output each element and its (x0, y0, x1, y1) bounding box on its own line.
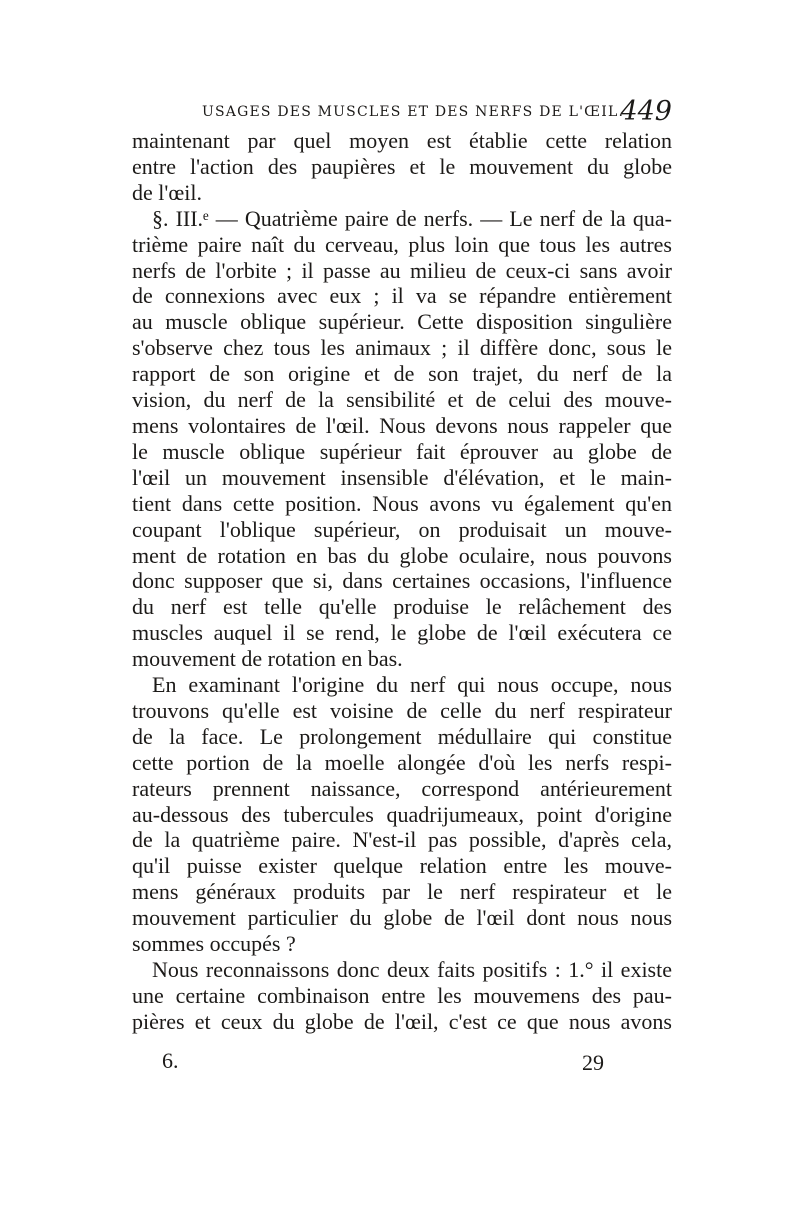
paragraph-4 (132, 957, 672, 1035)
text-line: de la face. Le prolongement médullaire qui constitue (132, 723, 672, 749)
text-line: vision, du nerf de la sensibilité et de celui des mouve- (132, 387, 672, 413)
text-line: s'observe chez tous les animaux ; il diffère donc, sous le (132, 335, 672, 361)
text-line: qu'il puisse exister quelque relation entre les mouve- (132, 853, 672, 879)
gathering-mark: 29 (582, 1050, 604, 1075)
text-line: au-dessous des tubercules quadrijumeaux, point d'origine (132, 801, 672, 827)
text-line: ment de rotation en bas du globe oculaire, nous pouvons (132, 542, 672, 568)
text-line: Nous reconnaissons donc deux faits positifs : 1.° il existe (152, 957, 672, 982)
text-line: au muscle oblique supérieur. Cette disposition singulière (132, 309, 672, 335)
text-line: de l'œil. (132, 179, 202, 205)
text-line: En examinant l'origine du nerf qui nous occupe, nous (152, 672, 672, 698)
text-line: trième paire naît du cerveau, plus loin que tous les autres (132, 231, 672, 257)
paragraph-1 (132, 128, 672, 206)
text-line: coupant l'oblique supérieur, on produisait un mouve- (132, 516, 672, 542)
text-line: mouvement particulier du globe de l'œil dont nous nous (132, 905, 672, 931)
text-line: une certaine combinaison entre les mouvemens des pau- (132, 982, 672, 1008)
text-line: mens volontaires de l'œil. Nous devons nous rappeler que (132, 412, 672, 438)
text-line: entre l'action des paupières et le mouvement du globe (132, 153, 672, 179)
text-line: §. III.ᵉ — Quatrième paire de nerfs. — Le nerf de la qua- (152, 205, 672, 231)
text-line: l'œil un mouvement insensible d'élévation, et le main- (132, 464, 672, 490)
text-line: maintenant par quel moyen est établie cette relation (132, 128, 672, 153)
text-line: le muscle oblique supérieur fait éprouver au globe de (132, 438, 672, 464)
page-footer (132, 1048, 672, 1078)
paragraph-2 (132, 206, 672, 672)
page-number: 449 (620, 96, 672, 127)
text-line: trouvons qu'elle est voisine de celle du nerf respirateur (132, 697, 672, 723)
text-line: rateurs prennent naissance, correspond antérieurement (132, 775, 672, 801)
text-line: donc supposer que si, dans certaines occasions, l'influence (132, 568, 672, 594)
text-line: nerfs de l'orbite ; il passe au milieu de ceux-ci sans avoir (132, 257, 672, 283)
text-line: muscles auquel il se rend, le globe de l'œil exécutera ce (132, 620, 672, 646)
text-line: du nerf est telle qu'elle produise le relâchement des (132, 594, 672, 620)
text-line: pières et ceux du globe de l'œil, c'est ce que nous avons (132, 1008, 672, 1034)
text-line: rapport de son origine et de son trajet, du nerf de la (132, 361, 672, 387)
text-line: cette portion de la moelle alongée d'où les nerfs respi- (132, 749, 672, 775)
text-line: mouvement de rotation en bas. (132, 646, 403, 672)
paragraph-3 (132, 672, 672, 957)
running-title: USAGES DES MUSCLES ET DES NERFS DE L'ŒIL. (202, 104, 625, 120)
text-line: tient dans cette position. Nous avons vu également qu'en (132, 490, 672, 516)
text-line: de la quatrième paire. N'est-il pas possible, d'après cela, (132, 827, 672, 853)
body-text (132, 128, 672, 1035)
text-line: de connexions avec eux ; il va se répandre entièrement (132, 283, 672, 309)
signature-mark: 6. (162, 1048, 179, 1073)
text-line: mens généraux produits par le nerf respirateur et le (132, 879, 672, 905)
text-line: sommes occupés ? (132, 931, 296, 957)
